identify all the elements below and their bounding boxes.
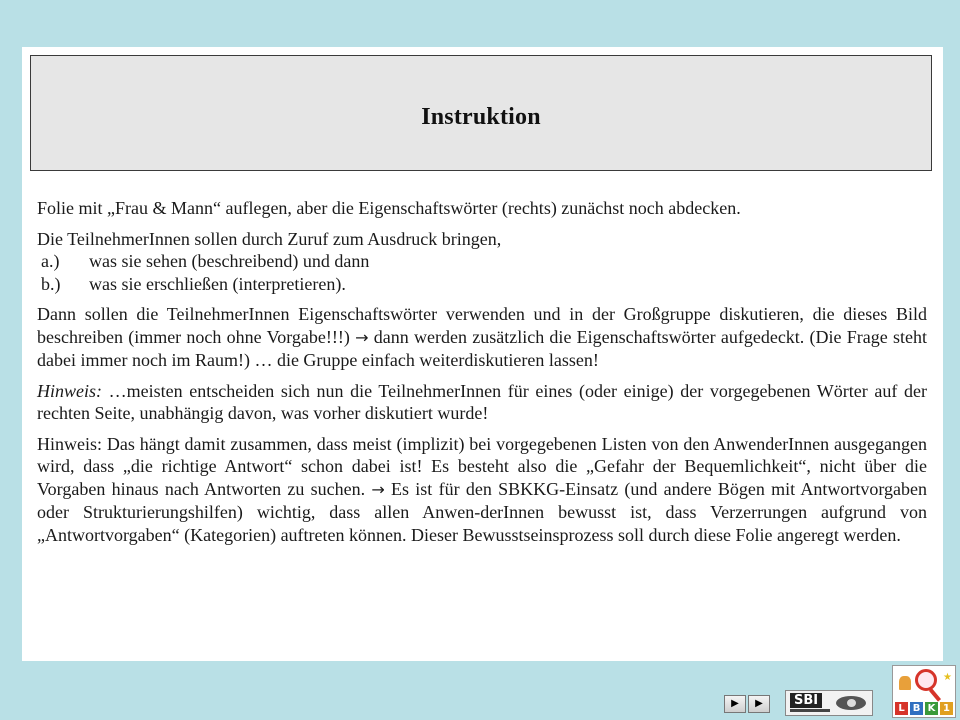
list-item	[37, 250, 927, 273]
lbk-letter: B	[910, 702, 923, 715]
lbk-letters	[895, 702, 953, 715]
lbk-letter: K	[925, 702, 938, 715]
lbk-letter: 1	[940, 702, 953, 715]
hint-label: Hinweis:	[37, 380, 102, 401]
instruction-list	[37, 250, 927, 295]
list-marker: b.)	[41, 273, 61, 294]
list-item-text: was sie sehen (beschreibend) und dann	[89, 251, 370, 271]
paragraph-3-part-1: Dann sollen die TeilnehmerInnen Eigenschaftswörter verwenden und in der Großgruppe diskutieren, die dieses Bild beschreiben (immer noch ohne Vorgabe!!!)	[37, 304, 927, 347]
paragraph-5	[37, 433, 927, 547]
sbi-logo-text: SBI	[790, 693, 822, 708]
paragraph-4-text: …meisten entscheiden sich nun die TeilnehmerInnen für eines (oder einige) der vorgegebenen Wörter auf der rechten Seite, unabhängig davon, was vorher diskutiert wurde!	[37, 380, 927, 423]
paragraph-2-intro: Die TeilnehmerInnen sollen durch Zuruf zum Ausdruck bringen,	[37, 228, 502, 249]
figure-icon	[899, 676, 911, 690]
slide	[22, 47, 943, 661]
arrow-right-icon: →	[355, 327, 369, 347]
nav-previous-button[interactable]	[724, 695, 746, 713]
arrow-right-icon: →	[371, 479, 385, 499]
nav-next-button[interactable]	[748, 695, 770, 713]
instruction-content	[37, 197, 927, 554]
sbi-logo-underline	[790, 709, 830, 712]
magnifier-icon	[915, 669, 937, 691]
title-box	[30, 55, 932, 171]
paragraph-1: Folie mit „Frau & Mann“ auflegen, aber die Eigenschaftswörter (rechts) zunächst noch abdecken.	[37, 198, 741, 218]
paragraph-3	[37, 303, 927, 372]
star-icon: ★	[943, 672, 952, 683]
slide-title: Instruktion	[421, 103, 541, 130]
play-icon: ▶	[731, 698, 739, 709]
list-item	[37, 273, 927, 296]
paragraph-5-part-2: Es ist für den SBKKG-Einsatz (und andere Bögen mit Antwortvorgaben oder Strukturierungshilfen) wichtig, dass allen Anwen-derInnen bewusst ist, dass Verzerrungen aufgrund von „Antwortvorgaben“ (Kategorien) auftreten können. Dieser Bewusstseinsprozess soll durch diese Folie angeregt werden.	[37, 478, 927, 545]
list-marker: a.)	[41, 251, 60, 271]
sbi-logo	[785, 690, 873, 716]
paragraph-5-part-1: Hinweis: Das hängt damit zusammen, dass meist (implizit) bei vorgegebenen Listen von den AnwenderInnen ausgegangen wird, dass „die richtige Antwort“ schon dabei ist! Es besteht also die „Gefahr der Bequemlichkeit“, nicht über die Vorgaben hinaus nach Antworten zu suchen.	[37, 433, 927, 499]
paragraph-4	[37, 380, 927, 425]
eye-pupil	[847, 699, 856, 707]
magnifier-handle	[929, 688, 941, 701]
lbk-logo	[892, 665, 956, 718]
paragraph-3-part-2: dann werden zusätzlich die Eigenschaftswörter aufgedeckt. (Die Frage steht dabei immer noch im Raum!) … die Gruppe einfach weiterdiskutieren lassen!	[37, 326, 928, 370]
list-item-text: was sie erschließen (interpretieren).	[89, 273, 346, 294]
play-icon: ▶	[755, 698, 763, 709]
lbk-letter: L	[895, 702, 908, 715]
